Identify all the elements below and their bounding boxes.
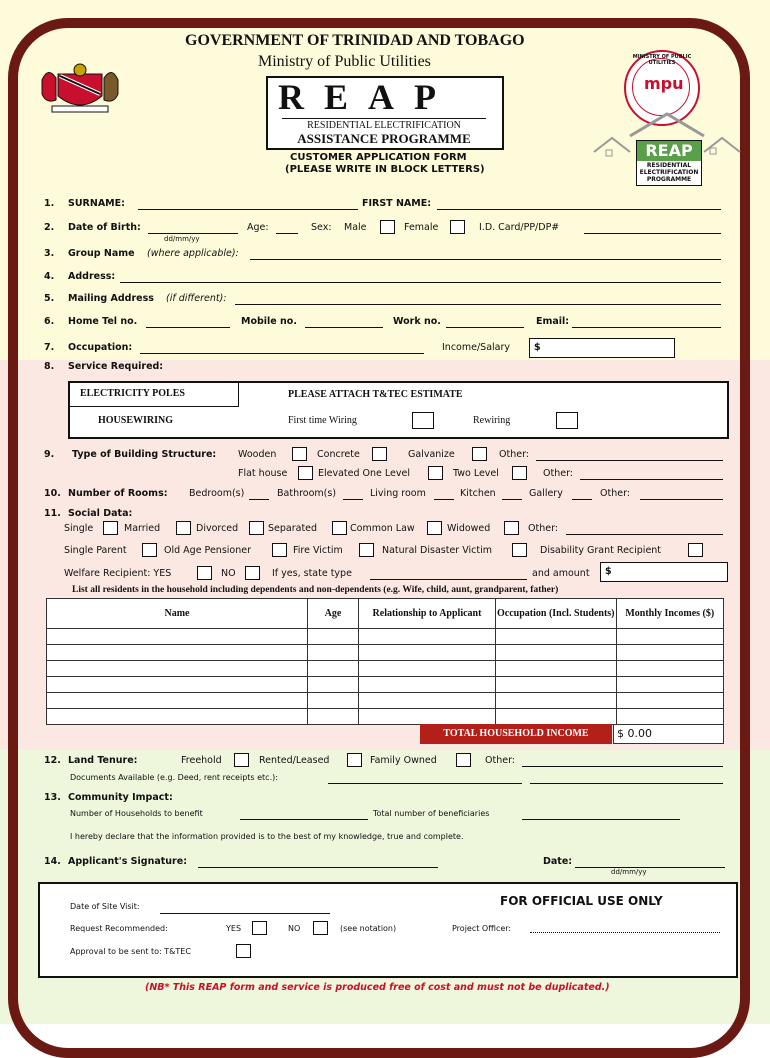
welfare-no-label: NO: [221, 568, 236, 579]
old-age-label: Old Age Pensioner: [164, 545, 251, 556]
signature-date-field[interactable]: [575, 856, 725, 868]
galvanize-label: Galvanize: [408, 449, 455, 460]
work-field[interactable]: [446, 316, 524, 328]
residents-table: [46, 598, 724, 725]
age-field[interactable]: [276, 222, 298, 234]
table-row[interactable]: [47, 709, 724, 725]
building-structure-label: Type of Building Structure:: [72, 449, 217, 460]
bedroom-label: Bedroom(s): [189, 488, 245, 499]
request-yes-checkbox[interactable]: [252, 921, 267, 935]
concrete-checkbox[interactable]: [372, 447, 387, 461]
total-income-label: TOTAL HOUSEHOLD INCOME: [420, 724, 612, 744]
first-name-label: FIRST NAME:: [362, 198, 432, 209]
dob-label: Date of Birth:: [68, 222, 141, 233]
reap-logo: [636, 140, 702, 186]
single-parent-checkbox[interactable]: [142, 543, 157, 557]
documents-label: Documents Available (e.g. Deed, rent receipts etc.):: [70, 773, 278, 782]
households-field[interactable]: [240, 808, 368, 820]
first-name-field[interactable]: [437, 198, 721, 210]
table-row[interactable]: [47, 693, 724, 709]
id-field[interactable]: [584, 222, 721, 234]
site-visit-field[interactable]: [160, 902, 330, 914]
electricity-poles-label: ELECTRICITY POLES: [80, 388, 185, 399]
mailing-address-field[interactable]: [235, 293, 721, 305]
request-no-label: NO: [288, 924, 301, 933]
residents-header-name: Name: [47, 599, 308, 629]
rooms-other-field[interactable]: [640, 488, 723, 500]
income-dollar: $: [534, 342, 541, 353]
coat-of-arms-icon: [38, 60, 122, 116]
residents-header-age: Age: [308, 599, 359, 629]
q11-number: 11.: [44, 508, 61, 519]
attach-estimate-label: PLEASE ATTACH T&TEC ESTIMATE: [288, 389, 463, 400]
widowed-checkbox[interactable]: [504, 521, 519, 535]
q4-number: 4.: [44, 271, 55, 282]
reap-logo-line1: RESIDENTIAL: [646, 162, 692, 169]
common-law-checkbox[interactable]: [427, 521, 442, 535]
flat-house-checkbox[interactable]: [298, 466, 313, 480]
tenure-other-label: Other:: [485, 755, 516, 766]
social-other-field[interactable]: [566, 523, 723, 535]
declaration-text: I hereby declare that the information provided is to the best of my knowledge, true and complete.: [70, 832, 464, 841]
beneficiaries-field[interactable]: [522, 808, 680, 820]
documents-field-2[interactable]: [530, 772, 723, 784]
disability-label: Disability Grant Recipient: [540, 545, 662, 556]
total-income-value[interactable]: $ 0.00: [613, 724, 724, 744]
welfare-amount-dollar: $: [605, 566, 612, 577]
q9-number: 9.: [44, 449, 55, 460]
work-label: Work no.: [393, 316, 441, 327]
seal-text: MINISTRY OF PUBLIC UTILITIES: [632, 54, 692, 66]
rewiring-checkbox[interactable]: [556, 412, 578, 429]
first-time-wiring-label: First time Wiring: [288, 415, 357, 426]
two-level-checkbox[interactable]: [512, 466, 527, 480]
male-checkbox[interactable]: [380, 220, 395, 234]
residents-caption: List all residents in the household including dependents and non-dependents (e.g. Wife, child, aunt, grandparent, father): [72, 585, 559, 595]
address-field[interactable]: [120, 271, 721, 283]
official-use-title: FOR OFFICIAL USE ONLY: [500, 894, 663, 908]
disability-checkbox[interactable]: [688, 543, 703, 557]
divorced-label: Divorced: [196, 523, 239, 534]
common-law-label: Common Law: [350, 523, 415, 534]
reap-logo-line3: PROGRAMME: [646, 176, 692, 183]
official-use-box: [38, 882, 738, 978]
age-label: Age:: [247, 222, 269, 233]
welfare-yes-checkbox[interactable]: [197, 566, 212, 580]
community-impact-label: Community Impact:: [68, 792, 173, 803]
separated-checkbox[interactable]: [332, 521, 347, 535]
q14-number: 14.: [44, 856, 61, 867]
residents-header-occupation: Occupation (Incl. Students): [496, 599, 617, 629]
income-label: Income/Salary: [442, 342, 510, 353]
reap-logo-line2: ELECTRIFICATION: [639, 169, 699, 176]
rented-checkbox[interactable]: [347, 753, 362, 767]
tenure-other-field[interactable]: [522, 755, 723, 767]
occupation-label: Occupation:: [68, 342, 133, 353]
elevated-checkbox[interactable]: [428, 466, 443, 480]
welfare-label: Welfare Recipient: YES: [64, 568, 172, 579]
id-label: I.D. Card/PP/DP#: [479, 222, 560, 233]
residential-electrification-label: RESIDENTIAL ELECTRIFICATION: [282, 118, 486, 131]
kitchen-field[interactable]: [502, 488, 522, 500]
q3-number: 3.: [44, 248, 55, 259]
signature-date-format: dd/mm/yy: [611, 868, 647, 876]
old-age-checkbox[interactable]: [272, 543, 287, 557]
female-checkbox[interactable]: [450, 220, 465, 234]
fire-victim-label: Fire Victim: [293, 545, 343, 556]
group-name-label: Group Name: [68, 248, 135, 259]
documents-field-1[interactable]: [328, 772, 522, 784]
surname-field[interactable]: [138, 198, 358, 210]
notation-label: (see notation): [340, 924, 397, 933]
footer-note: (NB* This REAP form and service is produced free of cost and must not be duplicated.): [145, 982, 610, 993]
dob-field[interactable]: [148, 222, 238, 234]
gov-title: GOVERNMENT OF TRINIDAD AND TOBAGO: [185, 32, 525, 49]
single-parent-label: Single Parent: [64, 545, 127, 556]
natural-disaster-checkbox[interactable]: [512, 543, 527, 557]
flat-house-label: Flat house: [238, 468, 288, 479]
service-table: [68, 381, 729, 439]
if-yes-label: If yes, state type: [272, 568, 352, 579]
kitchen-label: Kitchen: [460, 488, 496, 499]
residents-header-relationship: Relationship to Applicant: [359, 599, 496, 629]
rooms-other-label: Other:: [600, 488, 631, 499]
request-label: Request Recommended:: [70, 924, 168, 933]
fire-victim-checkbox[interactable]: [359, 543, 374, 557]
beneficiaries-label: Total number of beneficiaries: [373, 809, 490, 818]
widowed-label: Widowed: [447, 523, 491, 534]
bathroom-label: Bathroom(s): [277, 488, 337, 499]
separated-label: Separated: [268, 523, 318, 534]
gallery-label: Gallery: [529, 488, 563, 499]
married-checkbox[interactable]: [176, 521, 191, 535]
sex-label: Sex:: [311, 222, 332, 233]
welfare-type-field[interactable]: [370, 568, 527, 580]
reap-title-box: [266, 76, 504, 150]
mpu-logo-icon: mpu: [644, 74, 684, 93]
single-checkbox[interactable]: [103, 521, 118, 535]
natural-disaster-label: Natural Disaster Victim: [382, 545, 493, 556]
galvanize-checkbox[interactable]: [472, 447, 487, 461]
table-row[interactable]: [47, 661, 724, 677]
living-room-label: Living room: [370, 488, 426, 499]
approval-checkbox[interactable]: [236, 944, 251, 958]
amount-label: and amount: [532, 568, 590, 579]
welfare-amount-field[interactable]: [600, 562, 728, 582]
signature-field[interactable]: [198, 856, 438, 868]
married-label: Married: [124, 523, 161, 534]
flat-other-field[interactable]: [580, 468, 723, 480]
living-room-field[interactable]: [434, 488, 454, 500]
housewiring-label: HOUSEWIRING: [98, 415, 174, 426]
wooden-checkbox[interactable]: [292, 447, 307, 461]
table-row[interactable]: [47, 645, 724, 661]
bathroom-field[interactable]: [343, 488, 363, 500]
gallery-field[interactable]: [572, 488, 592, 500]
ministry-title: Ministry of Public Utilities: [258, 53, 431, 70]
approval-label: Approval to be sent to: T&TEC: [70, 947, 191, 956]
structure-other-label: Other:: [499, 449, 530, 460]
form-title: CUSTOMER APPLICATION FORM: [290, 152, 467, 163]
site-visit-label: Date of Site Visit:: [70, 902, 140, 911]
group-name-note: (where applicable):: [147, 248, 239, 259]
service-required-label: Service Required:: [68, 361, 164, 372]
structure-other-field[interactable]: [536, 449, 723, 461]
mailing-address-label: Mailing Address: [68, 293, 154, 304]
dob-format: dd/mm/yy: [164, 235, 200, 243]
concrete-label: Concrete: [317, 449, 360, 460]
mailing-address-note: (if different):: [166, 293, 227, 304]
form-subtitle: (PLEASE WRITE IN BLOCK LETTERS): [285, 164, 485, 175]
family-owned-checkbox[interactable]: [456, 753, 471, 767]
home-tel-field[interactable]: [146, 316, 230, 328]
divorced-checkbox[interactable]: [249, 521, 264, 535]
q1-number: 1.: [44, 198, 55, 209]
male-label: Male: [344, 222, 367, 233]
q10-number: 10.: [44, 488, 61, 499]
elevated-label: Elevated One Level: [318, 468, 410, 479]
social-data-label: Social Data:: [68, 508, 133, 519]
q6-number: 6.: [44, 316, 55, 327]
single-label: Single: [64, 523, 94, 534]
rented-label: Rented/Leased: [259, 755, 330, 766]
wooden-label: Wooden: [238, 449, 277, 460]
freehold-label: Freehold: [181, 755, 222, 766]
q7-number: 7.: [44, 342, 55, 353]
request-yes-label: YES: [226, 924, 242, 933]
two-level-label: Two Level: [453, 468, 499, 479]
income-field[interactable]: [529, 338, 675, 358]
residents-header-income: Monthly Incomes ($): [616, 599, 723, 629]
project-officer-label: Project Officer:: [452, 924, 512, 933]
family-owned-label: Family Owned: [370, 755, 437, 766]
reap-logo-text: REAP: [637, 141, 701, 161]
social-other-label: Other:: [528, 523, 559, 534]
q5-number: 5.: [44, 293, 55, 304]
rewiring-label: Rewiring: [473, 415, 511, 426]
flat-other-label: Other:: [543, 468, 574, 479]
q8-number: 8.: [44, 361, 55, 372]
table-row[interactable]: [47, 677, 724, 693]
project-officer-field[interactable]: [530, 926, 720, 933]
occupation-field[interactable]: [140, 342, 424, 354]
land-tenure-label: Land Tenure:: [68, 755, 138, 766]
first-time-wiring-checkbox[interactable]: [412, 412, 434, 429]
surname-label: SURNAME:: [68, 198, 125, 209]
welfare-no-checkbox[interactable]: [245, 566, 260, 580]
mobile-field[interactable]: [305, 316, 383, 328]
address-label: Address:: [68, 271, 116, 282]
q2-number: 2.: [44, 222, 55, 233]
home-tel-label: Home Tel no.: [68, 316, 138, 327]
signature-label: Applicant's Signature:: [68, 856, 187, 867]
female-label: Female: [404, 222, 439, 233]
reap-letters: REAP: [278, 77, 456, 117]
mobile-label: Mobile no.: [241, 316, 297, 327]
q13-number: 13.: [44, 792, 61, 803]
bedroom-field[interactable]: [249, 488, 269, 500]
group-name-field[interactable]: [250, 248, 721, 260]
request-no-checkbox[interactable]: [313, 921, 328, 935]
q12-number: 12.: [44, 755, 61, 766]
freehold-checkbox[interactable]: [234, 753, 249, 767]
signature-date-label: Date:: [543, 856, 573, 867]
assistance-programme-label: ASSISTANCE PROGRAMME: [297, 131, 471, 146]
email-label: Email:: [536, 316, 570, 327]
rooms-label: Number of Rooms:: [68, 488, 168, 499]
households-label: Number of Households to benefit: [70, 809, 203, 818]
email-field[interactable]: [572, 316, 721, 328]
table-row[interactable]: [47, 629, 724, 645]
